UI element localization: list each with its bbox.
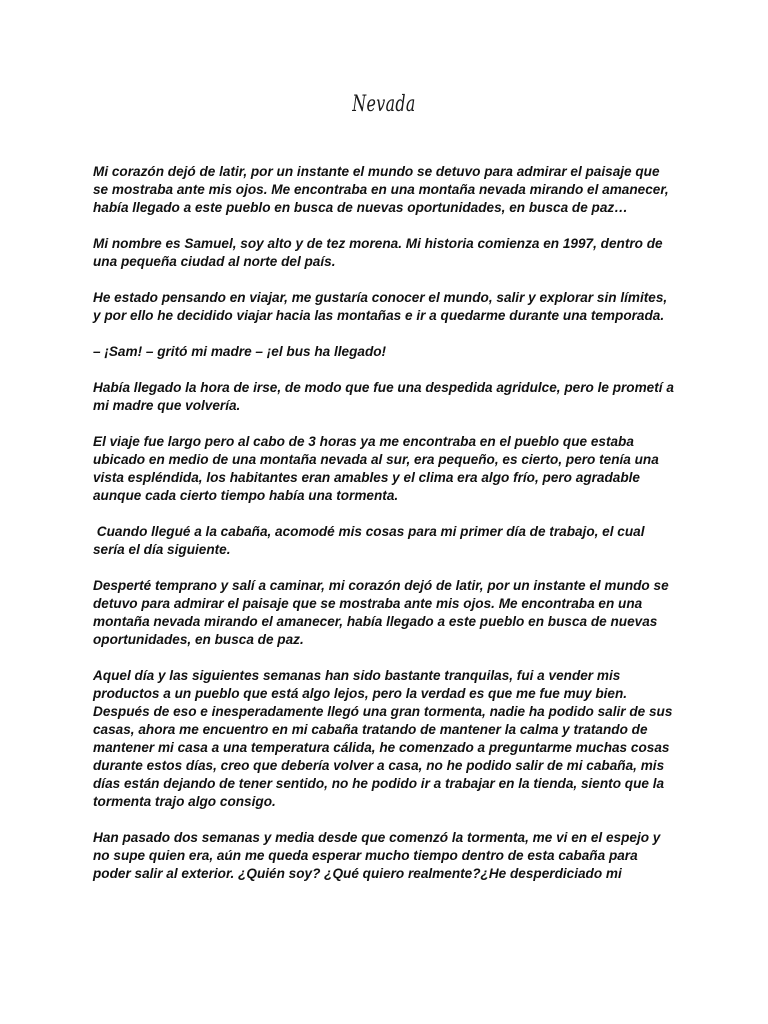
paragraph: El viaje fue largo pero al cabo de 3 horas ya me encontraba en el pueblo que estaba ubicado en medio de una montaña nevada al sur, era pequeño, es cierto, pero tenía una vista espléndida, los habitantes eran amables y el clima era algo frío, pero agradable aunque cada cierto tiempo había una tormenta. — [93, 434, 659, 503]
paragraph: Mi corazón dejó de latir, por un instante el mundo se detuvo para admirar el paisaje que se mostraba ante mis ojos. Me encontraba en una montaña nevada mirando el amanecer, había llegado a este pueblo en busca de nuevas oportunidades, en busca de paz… — [93, 164, 669, 215]
paragraph: He estado pensando en viajar, me gustaría conocer el mundo, salir y explorar sin límites, y por ello he decidido viajar hacia las montañas e ir a quedarme durante una temporada. — [93, 290, 668, 323]
paragraph: Aquel día y las siguientes semanas han sido bastante tranquilas, fui a vender mis productos a un pueblo que está algo lejos, pero la verdad es que me fue muy bien. Después de eso e inesperadamente llegó una gran tormenta, nadie ha podido salir de sus casas, ahora me encuentro en mi cabaña tratando de mantener la calma y tratando de mantener mi casa a una temperatura cálida, he comenzado a preguntarme muchas cosas durante estos días, creo que debería volver a casa, no he podido salir de mi cabaña, mis días están dejando de tener sentido, no he podido ir a trabajar en la tienda, siento que la tormenta trajo algo consigo. — [93, 668, 673, 809]
paragraph: – ¡Sam! – gritó mi madre – ¡el bus ha llegado! — [93, 344, 387, 359]
paragraph: Había llegado la hora de irse, de modo que fue una despedida agridulce, pero le prometí a mi madre que volvería. — [93, 380, 674, 413]
paragraph: Cuando llegué a la cabaña, acomodé mis cosas para mi primer día de trabajo, el cual sería el día siguiente. — [93, 524, 649, 557]
paragraph: Desperté temprano y salí a caminar, mi corazón dejó de latir, por un instante el mundo se detuvo para admirar el paisaje que se mostraba ante mis ojos. Me encontraba en una montaña nevada mirando el amanecer, había llegado a este pueblo en busca de nuevas oportunidades, en busca de paz. — [93, 578, 669, 647]
story-body — [93, 163, 678, 901]
paragraph: Mi nombre es Samuel, soy alto y de tez morena. Mi historia comienza en 1997, dentro de una pequeña ciudad al norte del país. — [93, 236, 663, 269]
paragraph: Han pasado dos semanas y media desde que comenzó la tormenta, me vi en el espejo y no supe quien era, aún me queda esperar mucho tiempo dentro de esta cabaña para poder salir al exterior. ¿Quién soy? ¿Qué quiero realmente?¿He desperdiciado mi — [93, 830, 661, 881]
page-title: Nevada — [352, 92, 416, 117]
